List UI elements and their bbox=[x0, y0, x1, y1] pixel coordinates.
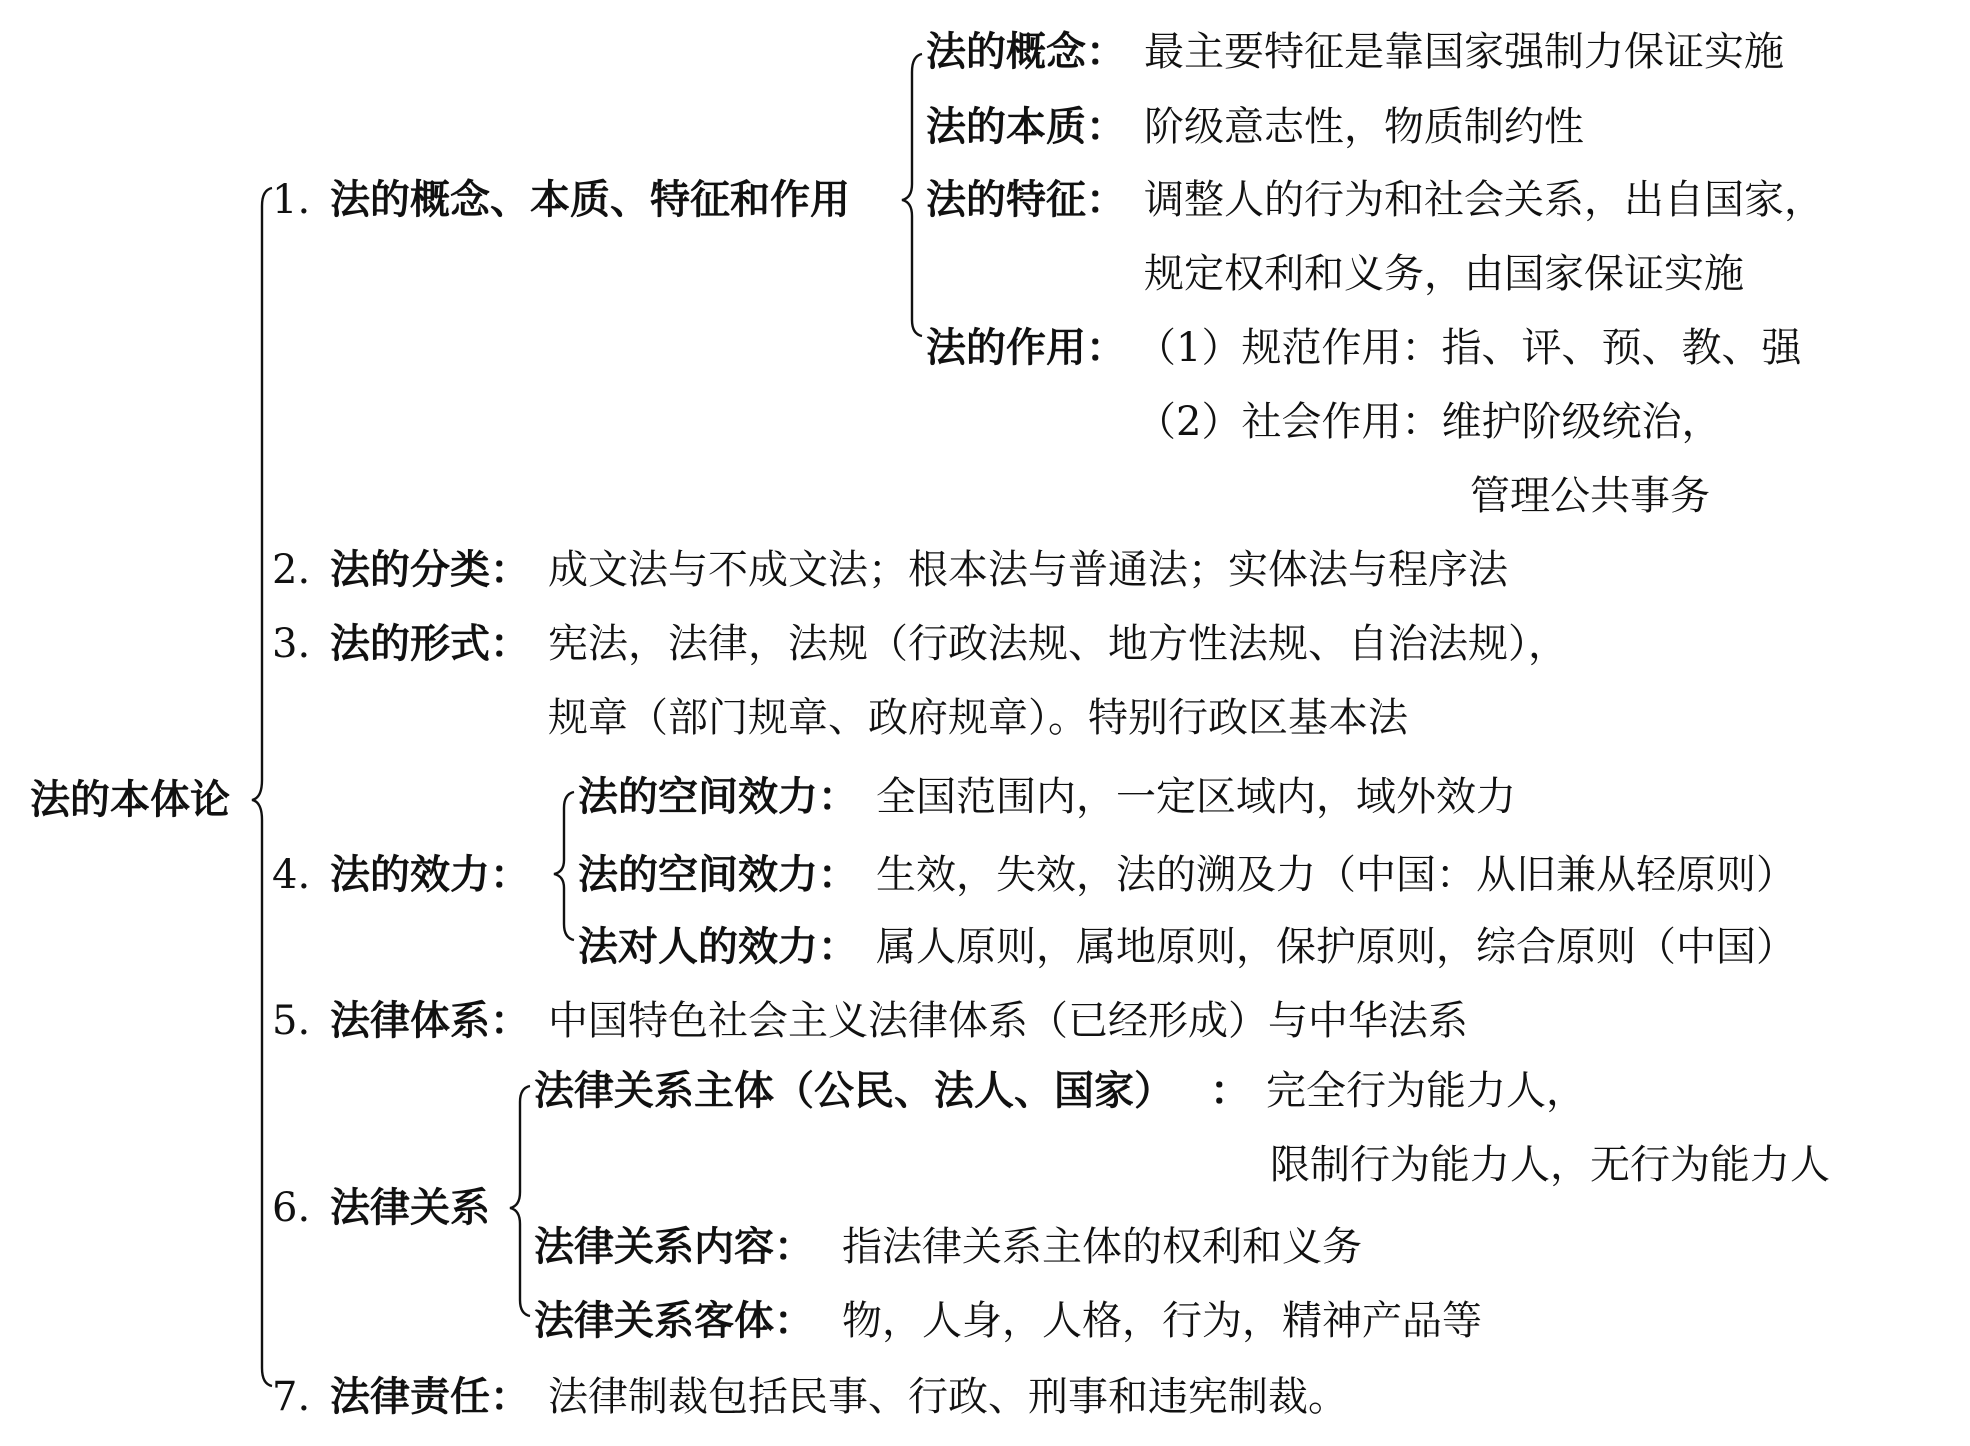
colon: ： bbox=[818, 774, 858, 820]
item-label: 法律关系内容 bbox=[534, 1224, 774, 1270]
colon: ： bbox=[1210, 1068, 1250, 1114]
colon: ： bbox=[818, 924, 858, 970]
item-text-continued: 限制行为能力人，无行为能力人 bbox=[1270, 1142, 1830, 1188]
root-label: 法的本体论 bbox=[30, 777, 230, 823]
item-text: 阶级意志性，物质制约性 bbox=[1144, 104, 1584, 150]
item-text-continued: 管理公共事务 bbox=[1470, 473, 1710, 519]
item-label: 法律关系客体 bbox=[534, 1298, 774, 1344]
section-number: 5. bbox=[272, 998, 311, 1044]
item-text: 调整人的行为和社会关系，出自国家， bbox=[1144, 177, 1824, 223]
section-number: 1. bbox=[272, 177, 311, 223]
section-number: 3. bbox=[272, 621, 311, 667]
colon: ： bbox=[774, 1298, 814, 1344]
section-title: 法的概念、本质、特征和作用 bbox=[330, 177, 850, 223]
item-text: 完全行为能力人， bbox=[1266, 1068, 1586, 1114]
section6-brace bbox=[510, 1086, 530, 1316]
section-title: 法的效力 bbox=[330, 852, 490, 898]
item-label: 法的空间效力 bbox=[578, 852, 818, 898]
section-number: 7. bbox=[272, 1374, 311, 1420]
item-text: 全国范围内，一定区域内，域外效力 bbox=[876, 774, 1516, 820]
section-title: 法的分类 bbox=[330, 547, 490, 593]
colon: ： bbox=[490, 1374, 530, 1420]
item-label: 法对人的效力 bbox=[578, 924, 818, 970]
item-label: 法的本质 bbox=[926, 104, 1086, 150]
item-text: 属人原则，属地原则，保护原则，综合原则（中国） bbox=[876, 924, 1796, 970]
section4-brace bbox=[554, 792, 574, 940]
colon: ： bbox=[1086, 104, 1126, 150]
item-label: 法的空间效力 bbox=[578, 774, 818, 820]
section-text: 成文法与不成文法；根本法与普通法；实体法与程序法 bbox=[548, 547, 1508, 593]
section-number: 4. bbox=[272, 852, 311, 898]
colon: ： bbox=[818, 852, 858, 898]
colon: ： bbox=[1086, 29, 1126, 75]
colon: ： bbox=[490, 998, 530, 1044]
section-text: 宪法，法律，法规（行政法规、地方性法规、自治法规）， bbox=[548, 621, 1568, 667]
item-text: 指法律关系主体的权利和义务 bbox=[842, 1224, 1362, 1270]
item-text-continued: （2）社会作用：维护阶级统治， bbox=[1136, 399, 1722, 445]
section-title: 法律责任 bbox=[330, 1374, 490, 1420]
item-text: 物，人身，人格，行为，精神产品等 bbox=[842, 1298, 1482, 1344]
colon: ： bbox=[1086, 325, 1126, 371]
item-label: 法的作用 bbox=[926, 325, 1086, 371]
section-text: 中国特色社会主义法律体系（已经形成）与中华法系 bbox=[548, 998, 1468, 1044]
item-text: 生效，失效，法的溯及力（中国：从旧兼从轻原则） bbox=[876, 852, 1796, 898]
section-number: 6. bbox=[272, 1185, 311, 1231]
item-text: （1）规范作用：指、评、预、教、强 bbox=[1136, 325, 1802, 371]
colon: ： bbox=[774, 1224, 814, 1270]
colon: ： bbox=[490, 852, 530, 898]
colon: ： bbox=[490, 621, 530, 667]
colon: ： bbox=[490, 547, 530, 593]
section-number: 2. bbox=[272, 547, 311, 593]
section-title: 法的形式 bbox=[330, 621, 490, 667]
item-text-continued: 规定权利和义务，由国家保证实施 bbox=[1144, 251, 1744, 297]
item-label: 法的特征 bbox=[926, 177, 1086, 223]
colon: ： bbox=[1086, 177, 1126, 223]
section-text: 法律制裁包括民事、行政、刑事和违宪制裁。 bbox=[548, 1374, 1348, 1420]
item-label: 法的概念 bbox=[926, 29, 1086, 75]
item-text: 最主要特征是靠国家强制力保证实施 bbox=[1144, 29, 1784, 75]
root-brace bbox=[252, 188, 272, 1386]
section1-brace bbox=[902, 54, 922, 336]
section-title: 法律关系 bbox=[330, 1185, 490, 1231]
section-title: 法律体系 bbox=[330, 998, 490, 1044]
section-text-continued: 规章（部门规章、政府规章）。特别行政区基本法 bbox=[548, 695, 1408, 741]
item-label: 法律关系主体（公民、法人、国家） bbox=[534, 1068, 1174, 1114]
